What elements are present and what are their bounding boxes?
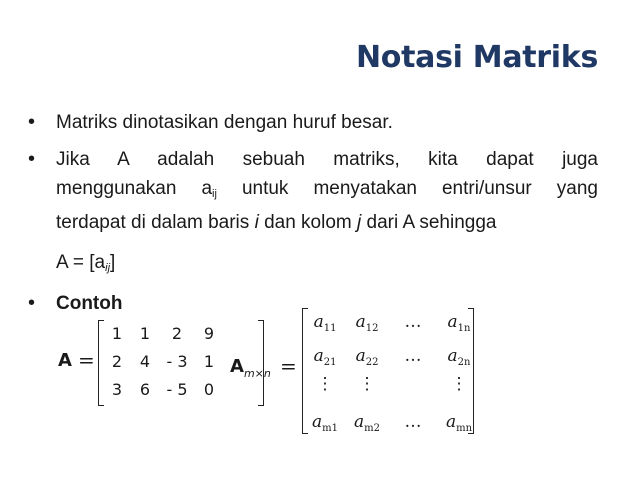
matrix-cell: - 3: [166, 352, 188, 371]
equals-sign: =: [280, 354, 297, 378]
matrix-cell: $a_{2n}$: [447, 346, 471, 368]
bullet-glyph: •: [28, 292, 36, 314]
matrix-cell: 2: [171, 324, 183, 343]
matrix-cell: ⋮: [316, 374, 334, 394]
bullet-glyph: •: [28, 148, 36, 170]
matrix-cell: 1: [139, 324, 151, 343]
text-fragment: A = [a: [56, 252, 106, 273]
subscript: ij: [212, 188, 217, 200]
slide-title: Notasi Matriks: [355, 40, 598, 75]
equals-sign: =: [78, 348, 95, 372]
text-fragment: dari A sehingga: [361, 212, 497, 233]
matrix-cell: $a_{21}$: [313, 346, 337, 368]
text-fragment: dan kolom: [258, 212, 358, 233]
italic-variable: j: [357, 212, 362, 233]
matrix-letter: A: [230, 356, 244, 377]
matrix-cell: 1: [111, 324, 123, 343]
matrix-cell: $a_{22}$: [355, 346, 379, 368]
bullet-text-line: [56, 203, 598, 243]
bullet-text-line: [56, 174, 598, 203]
matrix-cell: 2: [111, 352, 123, 371]
matrix-cell: - 5: [166, 380, 188, 399]
matrix-cell: $a_{m2}$: [354, 412, 380, 434]
matrix-cell: $a_{1n}$: [447, 312, 471, 334]
bullet-text-line: [56, 243, 598, 283]
subscript: ij: [105, 262, 111, 274]
matrix-cell: 1: [203, 352, 215, 371]
matrix-cell: ⋮: [358, 374, 376, 394]
matrix-cell: …: [404, 312, 422, 332]
italic-variable: i: [254, 212, 259, 233]
matrix-dims: m×n: [243, 367, 271, 380]
matrix-cell: 3: [111, 380, 123, 399]
matrix-name: [230, 356, 271, 380]
matrix-cell: …: [404, 346, 422, 366]
bullet-item: [28, 108, 598, 137]
matrix-cell: 6: [139, 380, 151, 399]
matrix-cell: $a_{m1}$: [312, 412, 338, 434]
matrix-cell: $a_{mn}$: [445, 412, 473, 434]
bullet-text: Contoh: [56, 293, 123, 314]
bullet-text: Matriks dinotasikan dengan huruf besar.: [56, 112, 393, 133]
matrix-cell: 0: [203, 380, 215, 399]
text-fragment: terdapat di dalam baris: [56, 212, 255, 233]
matrix-cell: 4: [139, 352, 151, 371]
bullet-list: [28, 108, 598, 318]
matrix-cell: 9: [203, 324, 215, 343]
matrix-cell: …: [404, 412, 422, 432]
text-fragment: menggunakan a: [56, 178, 213, 199]
bullet-glyph: •: [28, 111, 36, 133]
bullet-text-line: Jika A adalah sebuah matriks, kita dapat juga: [56, 149, 598, 170]
matrix-cell: $a_{11}$: [313, 312, 337, 334]
bullet-item: [28, 145, 598, 283]
matrix-cell: ⋮: [450, 374, 468, 394]
matrix-name: A: [58, 350, 72, 371]
matrix-cell: $a_{12}$: [355, 312, 379, 334]
text-fragment: untuk menyatakan entri/unsur yang: [216, 178, 598, 199]
text-fragment: ]: [110, 252, 116, 273]
